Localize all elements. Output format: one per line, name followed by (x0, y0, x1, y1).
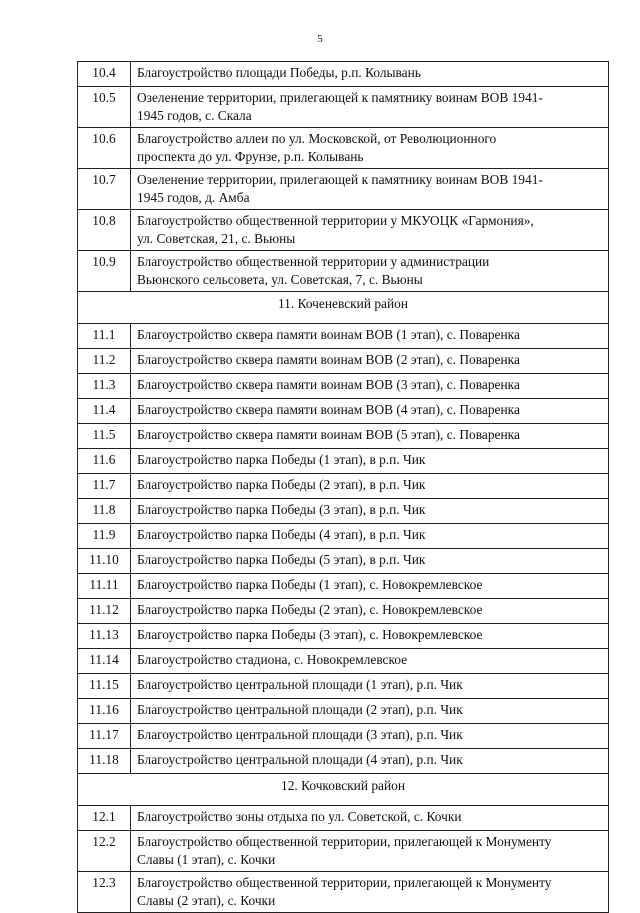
description-line: Благоустройство стадиона, с. Новокремлевское (137, 652, 408, 667)
item-description (131, 499, 609, 524)
description-line: Благоустройство парка Победы (5 этап), в р.п. Чик (137, 552, 426, 567)
table-row (78, 210, 609, 251)
description-line: Благоустройство парка Победы (1 этап), в р.п. Чик (137, 452, 426, 467)
description-line: Благоустройство парка Победы (3 этап), с. Новокремлевское (137, 627, 483, 642)
item-description (131, 574, 609, 599)
item-number: 11.13 (78, 624, 131, 649)
item-description (131, 424, 609, 449)
table-row (78, 374, 609, 399)
item-description (131, 524, 609, 549)
item-number: 10.4 (78, 62, 131, 87)
item-description (131, 806, 609, 831)
description-line: Благоустройство центральной площади (3 этап), р.п. Чик (137, 727, 463, 742)
description-line: Благоустройство аллеи по ул. Московской, от Революционного (137, 131, 497, 146)
item-number: 11.7 (78, 474, 131, 499)
table-row (78, 128, 609, 169)
item-number: 10.7 (78, 169, 131, 210)
item-number: 10.5 (78, 87, 131, 128)
item-number: 11.11 (78, 574, 131, 599)
section-title: 12. Кочковский район (78, 774, 609, 806)
description-line: Благоустройство сквера памяти воинам ВОВ (5 этап), с. Поваренка (137, 427, 520, 442)
item-number: 11.10 (78, 549, 131, 574)
item-description (131, 169, 609, 210)
item-description (131, 474, 609, 499)
item-number: 10.9 (78, 251, 131, 292)
item-description (131, 872, 609, 913)
description-line: ул. Советская, 21, с. Вьюны (137, 231, 296, 246)
item-number: 11.4 (78, 399, 131, 424)
table-row (78, 499, 609, 524)
table-row (78, 474, 609, 499)
table-row (78, 624, 609, 649)
table-row (78, 674, 609, 699)
description-line: Благоустройство центральной площади (2 этап), р.п. Чик (137, 702, 463, 717)
table-row (78, 806, 609, 831)
description-line: Благоустройство сквера памяти воинам ВОВ (4 этап), с. Поваренка (137, 402, 520, 417)
item-description (131, 749, 609, 774)
table-row (78, 574, 609, 599)
table-row (78, 324, 609, 349)
table-row (78, 349, 609, 374)
item-description (131, 62, 609, 87)
description-line: Вьюнского сельсовета, ул. Советская, 7, с. Вьюны (137, 272, 423, 287)
table-row (78, 699, 609, 724)
description-line: Благоустройство центральной площади (1 этап), р.п. Чик (137, 677, 463, 692)
item-number: 11.1 (78, 324, 131, 349)
description-line: Благоустройство сквера памяти воинам ВОВ (1 этап), с. Поваренка (137, 327, 520, 342)
item-description (131, 699, 609, 724)
item-description (131, 324, 609, 349)
projects-table-body (78, 62, 609, 913)
table-row (78, 724, 609, 749)
description-line: Славы (1 этап), с. Кочки (137, 852, 276, 867)
description-line: проспекта до ул. Фрунзе, р.п. Колывань (137, 149, 364, 164)
description-line: Благоустройство парка Победы (2 этап), в р.п. Чик (137, 477, 426, 492)
description-line: Озеленение территории, прилегающей к памятнику воинам ВОВ 1941- (137, 90, 543, 105)
item-number: 11.5 (78, 424, 131, 449)
table-row (78, 749, 609, 774)
description-line: Благоустройство центральной площади (4 этап), р.п. Чик (137, 752, 463, 767)
item-description (131, 831, 609, 872)
section-title: 11. Коченевский район (78, 292, 609, 324)
description-line: Благоустройство парка Победы (4 этап), в р.п. Чик (137, 527, 426, 542)
item-number: 11.15 (78, 674, 131, 699)
description-line: Славы (2 этап), с. Кочки (137, 893, 276, 908)
item-description (131, 87, 609, 128)
item-description (131, 549, 609, 574)
table-row (78, 524, 609, 549)
table-row (78, 169, 609, 210)
item-number: 11.9 (78, 524, 131, 549)
item-number: 11.2 (78, 349, 131, 374)
description-line: Благоустройство парка Победы (1 этап), с. Новокремлевское (137, 577, 483, 592)
description-line: Благоустройство зоны отдыха по ул. Советской, с. Кочки (137, 809, 462, 824)
table-row (78, 599, 609, 624)
description-line: Благоустройство площади Победы, р.п. Колывань (137, 65, 421, 80)
description-line: Благоустройство общественной территории у МКУОЦК «Гармония», (137, 213, 534, 228)
table-row (78, 549, 609, 574)
table-row (78, 424, 609, 449)
item-description (131, 649, 609, 674)
description-line: 1945 годов, д. Амба (137, 190, 250, 205)
table-row (78, 649, 609, 674)
table-row (78, 872, 609, 913)
description-line: Благоустройство общественной территории, прилегающей к Монументу (137, 834, 552, 849)
section-header-row (78, 292, 609, 324)
item-description (131, 624, 609, 649)
item-description (131, 599, 609, 624)
projects-table (77, 61, 609, 913)
table-row (78, 251, 609, 292)
item-number: 12.3 (78, 872, 131, 913)
table-row (78, 449, 609, 474)
item-number: 11.12 (78, 599, 131, 624)
item-description (131, 349, 609, 374)
table-row (78, 87, 609, 128)
item-number: 11.14 (78, 649, 131, 674)
table-row (78, 831, 609, 872)
item-number: 11.17 (78, 724, 131, 749)
item-number: 11.3 (78, 374, 131, 399)
item-number: 12.1 (78, 806, 131, 831)
description-line: Благоустройство общественной территории, прилегающей к Монументу (137, 875, 552, 890)
item-description (131, 251, 609, 292)
item-number: 11.18 (78, 749, 131, 774)
item-number: 10.6 (78, 128, 131, 169)
description-line: Благоустройство сквера памяти воинам ВОВ (3 этап), с. Поваренка (137, 377, 520, 392)
description-line: Озеленение территории, прилегающей к памятнику воинам ВОВ 1941- (137, 172, 543, 187)
item-description (131, 724, 609, 749)
item-number: 11.8 (78, 499, 131, 524)
description-line: Благоустройство парка Победы (2 этап), с. Новокремлевское (137, 602, 483, 617)
item-description (131, 128, 609, 169)
item-description (131, 399, 609, 424)
page-number: 5 (317, 33, 323, 45)
description-line: 1945 годов, с. Скала (137, 108, 252, 123)
item-number: 12.2 (78, 831, 131, 872)
description-line: Благоустройство общественной территории у администрации (137, 254, 490, 269)
item-number: 11.6 (78, 449, 131, 474)
item-description (131, 449, 609, 474)
description-line: Благоустройство сквера памяти воинам ВОВ (2 этап), с. Поваренка (137, 352, 520, 367)
table-row (78, 62, 609, 87)
item-description (131, 210, 609, 251)
item-description (131, 374, 609, 399)
item-description (131, 674, 609, 699)
item-number: 10.8 (78, 210, 131, 251)
item-number: 11.16 (78, 699, 131, 724)
table-row (78, 399, 609, 424)
description-line: Благоустройство парка Победы (3 этап), в р.п. Чик (137, 502, 426, 517)
section-header-row (78, 774, 609, 806)
